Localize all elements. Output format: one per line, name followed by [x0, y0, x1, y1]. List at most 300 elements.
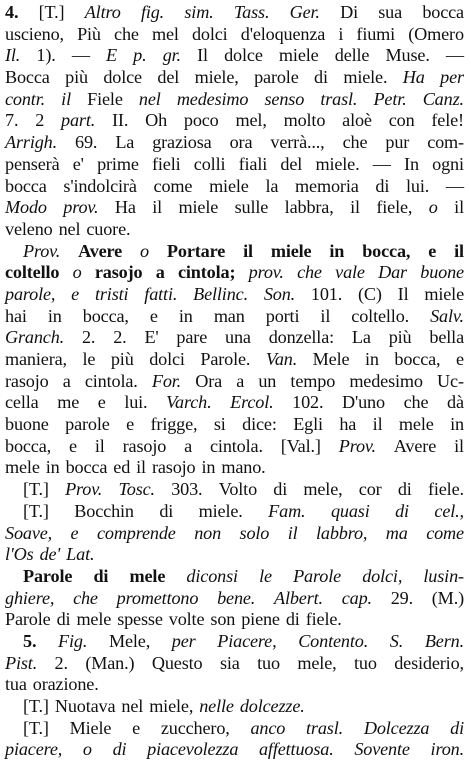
word: in: [47, 305, 62, 326]
word: Oh: [145, 110, 168, 131]
word: mele,: [303, 479, 343, 500]
word: bocca,: [362, 240, 411, 261]
word: una: [225, 327, 251, 348]
word: maniera,: [5, 349, 67, 369]
word: diconsi: [186, 565, 238, 586]
word: La: [115, 132, 135, 153]
text-line: [5, 653, 464, 675]
word: Bocca: [5, 67, 50, 88]
word: e: [149, 305, 158, 326]
word: dolci: [191, 23, 228, 44]
word: sim.: [184, 2, 214, 22]
word: fatti.: [144, 283, 178, 304]
word: miele,: [194, 67, 239, 88]
word: [Val.]: [280, 435, 321, 456]
word: Avere: [78, 240, 123, 261]
word: Lat.: [66, 544, 95, 565]
word: desiderio,: [394, 652, 464, 673]
word: cel.,: [434, 500, 464, 521]
text-line: [5, 176, 464, 198]
word: e: [456, 349, 464, 369]
word: Ercol.: [230, 392, 274, 413]
word: il: [320, 305, 331, 326]
word: bocca,: [82, 305, 129, 326]
word: prov.: [63, 197, 99, 218]
word: di: [395, 500, 409, 521]
word: fiali: [238, 153, 268, 174]
word: Dar: [378, 262, 407, 283]
word: e: [97, 392, 106, 413]
word: fieli: [152, 153, 181, 174]
word: o: [82, 739, 92, 760]
word: Ora: [195, 370, 223, 391]
word: Miele: [69, 717, 112, 738]
word: Van.: [265, 349, 298, 369]
text-line: [5, 371, 464, 393]
word: sia: [219, 652, 240, 673]
word: cella: [5, 392, 39, 413]
word: quasi: [330, 500, 370, 521]
word: Avere: [393, 435, 437, 456]
word: di: [159, 500, 174, 521]
word: 7.: [5, 110, 19, 131]
word: mel,: [235, 110, 267, 131]
word: buone: [420, 262, 464, 283]
text-line: [5, 349, 464, 371]
word: Varch.: [166, 392, 212, 413]
word: labbro,: [315, 522, 368, 543]
word: coltello: [5, 262, 60, 283]
word: [T.]: [23, 479, 49, 500]
word: hai: [5, 305, 27, 326]
word: 4.: [5, 2, 19, 22]
word: cap.: [341, 587, 372, 608]
word: [T.]: [23, 717, 49, 738]
word: le: [82, 349, 96, 369]
word: miele.: [343, 67, 388, 88]
word: in: [364, 349, 379, 369]
word: nel: [58, 218, 81, 239]
word: dolce: [103, 67, 142, 88]
word: Fig.: [58, 630, 88, 651]
word: nel: [121, 696, 144, 716]
text-line: [5, 479, 464, 501]
word: part.: [61, 110, 96, 131]
word: cintola;: [177, 262, 236, 283]
word: Bern.: [424, 630, 464, 651]
word: miele.: [315, 153, 360, 174]
word: in: [450, 414, 464, 435]
word: in: [45, 457, 60, 478]
text-line: [5, 523, 464, 545]
word: bocca: [422, 2, 464, 22]
word: parole: [254, 67, 299, 88]
word: per: [440, 67, 464, 88]
word: del: [280, 153, 303, 174]
word: di: [112, 739, 127, 760]
word: ed: [113, 457, 131, 478]
word: miele: [209, 175, 249, 196]
word: Mele,: [108, 630, 151, 651]
word: d'eloquenza: [240, 23, 326, 44]
word: a: [236, 370, 245, 391]
text-line: [5, 696, 464, 718]
text-line: [5, 457, 464, 479]
word: miele: [424, 283, 464, 304]
word: —: [445, 175, 464, 196]
word: a: [184, 435, 193, 456]
word: mele: [129, 565, 166, 586]
word: mele: [76, 609, 112, 630]
word: Parole: [293, 565, 342, 586]
word: man: [213, 305, 245, 326]
word: Volto: [218, 479, 258, 500]
text-line: [5, 110, 464, 132]
word: rasojo: [151, 457, 196, 478]
word: For.: [151, 370, 182, 391]
word: dolce: [224, 45, 263, 66]
word: Parole: [23, 565, 73, 586]
word: piacere,: [5, 739, 63, 760]
word: Ha: [402, 67, 425, 88]
word: con: [388, 110, 415, 131]
word: fiumi: [356, 23, 396, 44]
word: Pist.: [5, 652, 38, 673]
text-line: [5, 588, 464, 610]
word: spesse: [117, 609, 163, 630]
text-line: [5, 544, 464, 566]
word: o: [140, 240, 149, 261]
text-line: [5, 2, 464, 24]
word: Più: [77, 23, 101, 44]
word: donzella:: [268, 327, 335, 348]
word: Son.: [263, 283, 296, 304]
word: Petr.: [373, 88, 407, 109]
word: il: [454, 197, 464, 218]
word: Piacere,: [217, 630, 277, 651]
word: fele!: [431, 110, 464, 131]
text-line: [5, 154, 464, 176]
word: 29.: [390, 587, 413, 608]
word: buone: [5, 414, 49, 435]
word: Dolcezza: [363, 717, 430, 738]
word: 2.: [81, 327, 96, 348]
word: di: [450, 717, 464, 738]
word: cintola.: [84, 370, 138, 391]
word: cintola.: [210, 435, 263, 456]
word: solo: [239, 522, 270, 543]
word: 2.: [54, 652, 68, 673]
word: Ha: [114, 197, 136, 218]
word: e: [69, 435, 77, 456]
word: frigge,: [150, 414, 198, 435]
word: cor: [358, 479, 382, 500]
word: miele: [278, 45, 319, 66]
word: Ger.: [289, 2, 320, 22]
word: fiele.: [305, 609, 342, 630]
word: coltello.: [351, 305, 410, 326]
text-line: [5, 89, 464, 111]
word: uscieno,: [5, 23, 64, 44]
word: —: [372, 153, 391, 174]
word: mano.: [221, 457, 266, 478]
word: come: [426, 522, 464, 543]
word: molto: [283, 110, 326, 131]
word: prov.: [248, 262, 284, 283]
word: colli: [193, 153, 226, 174]
word: e: [70, 522, 79, 543]
word: Soave,: [5, 522, 53, 543]
word: Modo: [5, 197, 47, 218]
word: Fiele: [87, 88, 123, 109]
word: il: [152, 197, 163, 218]
word: Prov.: [23, 240, 61, 261]
word: Contento.: [298, 630, 369, 651]
word: senso: [264, 88, 305, 109]
word: gr.: [162, 45, 181, 66]
word: miele: [178, 197, 219, 218]
word: penserà: [5, 153, 60, 174]
word: (M.): [431, 587, 464, 608]
word: parole: [65, 414, 110, 435]
word: memoria: [295, 175, 359, 196]
word: del: [157, 67, 180, 88]
text-line: [5, 327, 464, 349]
word: (Omero: [408, 23, 464, 44]
word: parole,: [5, 283, 56, 304]
word: bocca,: [5, 435, 52, 456]
word: Bocchin: [74, 500, 134, 521]
word: poco: [183, 110, 219, 131]
text-line: [5, 414, 464, 436]
word: Egli: [293, 414, 323, 435]
word: S.: [389, 630, 404, 651]
word: e: [71, 283, 80, 304]
word: volte: [168, 609, 205, 630]
word: il: [454, 240, 464, 261]
word: ghiere,: [5, 587, 55, 608]
word: delle: [334, 45, 370, 66]
word: i: [338, 23, 344, 44]
word: di: [285, 609, 300, 630]
text-line: [5, 24, 464, 46]
word: contr.: [5, 88, 46, 109]
word: veleno: [5, 218, 53, 239]
word: Uc-: [437, 370, 464, 391]
text-line: [5, 566, 464, 588]
word: Prov.: [338, 435, 376, 456]
word: Parole.: [200, 349, 251, 369]
word: il: [136, 457, 146, 478]
word: Canz.: [422, 88, 464, 109]
word: Salv.: [430, 305, 464, 326]
word: E': [144, 327, 159, 348]
word: che: [297, 262, 322, 283]
word: il: [350, 197, 360, 218]
word: prime: [97, 153, 139, 174]
word: che: [73, 587, 98, 608]
word: bella: [429, 327, 464, 348]
text-line: [5, 284, 464, 306]
word: mele,: [297, 652, 337, 673]
word: dà: [447, 392, 464, 413]
word: me: [57, 392, 80, 413]
word: Il.: [5, 45, 21, 66]
word: un: [258, 370, 277, 391]
word: fiele.: [427, 479, 464, 500]
text-line: [5, 739, 464, 761]
word: Sovente: [354, 739, 410, 760]
word: miele,: [149, 696, 194, 716]
text-line: [5, 197, 464, 219]
word: la: [265, 175, 279, 196]
word: son: [210, 609, 236, 630]
word: Questo: [151, 652, 203, 673]
text-line: [5, 674, 464, 696]
word: Mele: [312, 349, 350, 369]
word: mele: [5, 457, 40, 478]
word: bocca: [65, 457, 108, 478]
word: che: [342, 132, 368, 153]
word: Prov.: [65, 479, 103, 500]
text-line: [5, 306, 464, 328]
word: aloè: [342, 110, 372, 131]
word: di: [314, 67, 328, 88]
word: tua: [5, 674, 27, 695]
word: 69.: [75, 132, 98, 153]
word: II.: [112, 110, 129, 131]
word: de': [39, 544, 61, 565]
word: affettuosa.: [258, 739, 334, 760]
word: In: [404, 153, 419, 174]
text-line: [5, 631, 464, 653]
text-line: [5, 718, 464, 740]
word: le: [259, 565, 272, 586]
word: comprende: [96, 522, 176, 543]
word: (C): [358, 283, 382, 304]
word: o: [72, 262, 82, 283]
word: —: [71, 45, 90, 66]
word: come: [153, 175, 193, 196]
word: 102.: [292, 392, 324, 413]
word: piacevolezza: [147, 739, 239, 760]
word: Arrigh.: [5, 132, 58, 153]
word: 1).: [36, 45, 56, 66]
word: mele: [398, 414, 434, 435]
word: dolcezze.: [239, 696, 305, 716]
word: miele: [270, 240, 312, 261]
word: 2: [35, 110, 45, 131]
word: 303.: [171, 479, 203, 500]
word: [T.]: [23, 500, 49, 521]
word: [T.]: [23, 696, 49, 716]
word: non: [194, 522, 222, 543]
word: l'Os: [5, 544, 34, 565]
word: trasl.: [320, 88, 358, 109]
word: nelle: [199, 696, 234, 716]
word: mel: [151, 23, 179, 44]
word: Albert.: [273, 587, 323, 608]
word: E: [106, 45, 117, 66]
word: di: [273, 479, 288, 500]
text-line: [5, 262, 464, 284]
word: bocca,: [394, 349, 441, 369]
word: Di: [340, 2, 358, 22]
word: 101.: [310, 283, 343, 304]
text-line: [5, 609, 464, 631]
word: Fam.: [268, 500, 306, 521]
word: rasojo: [94, 262, 143, 283]
word: anco: [250, 717, 286, 738]
word: il: [61, 88, 71, 109]
word: verrà...,: [270, 132, 325, 153]
word: Nuotava: [54, 696, 116, 716]
word: rasojo: [122, 435, 167, 456]
word: lui.: [124, 392, 148, 413]
word: Portare: [166, 240, 226, 261]
word: D'uno: [342, 392, 385, 413]
text-line: [5, 436, 464, 458]
word: ora: [229, 132, 253, 153]
word: a: [62, 370, 71, 391]
word: in: [178, 305, 193, 326]
word: sulle: [234, 197, 269, 218]
word: 2.: [113, 327, 127, 348]
word: e: [126, 414, 135, 435]
word: Tass.: [233, 2, 270, 22]
word: miele.: [198, 500, 243, 521]
word: 5.: [23, 630, 37, 651]
text-line: [5, 45, 464, 67]
word: ha: [339, 414, 357, 435]
word: promettono: [116, 587, 199, 608]
text-line: [5, 67, 464, 89]
word: dice:: [242, 414, 277, 435]
word: tempo: [290, 370, 336, 391]
text-line: [5, 241, 464, 263]
word: Granch.: [5, 327, 65, 348]
word: trasl.: [306, 717, 344, 738]
word: fiele,: [376, 197, 413, 218]
word: più: [65, 67, 88, 88]
word: di: [375, 175, 390, 196]
word: il: [454, 435, 464, 456]
word: porti: [265, 305, 300, 326]
word: e: [428, 240, 437, 261]
word: pur: [385, 132, 410, 153]
word: ma: [385, 522, 408, 543]
word: Parole: [5, 609, 51, 630]
word: vale: [335, 262, 365, 283]
word: e': [72, 153, 84, 174]
word: Il: [397, 283, 409, 304]
word: Il: [197, 45, 208, 66]
word: Bellinc.: [193, 283, 248, 304]
word: rasojo: [5, 370, 49, 391]
word: zucchero,: [160, 717, 230, 738]
word: e: [132, 717, 141, 738]
word: il: [372, 414, 383, 435]
word: La: [351, 327, 371, 348]
word: com-: [427, 132, 464, 153]
word: ogni: [432, 153, 464, 174]
word: per: [171, 630, 196, 651]
word: labbra,: [284, 197, 334, 218]
word: di: [93, 565, 109, 586]
word: Muse.: [385, 45, 430, 66]
word: piene: [241, 609, 280, 630]
text-line: [5, 392, 464, 414]
